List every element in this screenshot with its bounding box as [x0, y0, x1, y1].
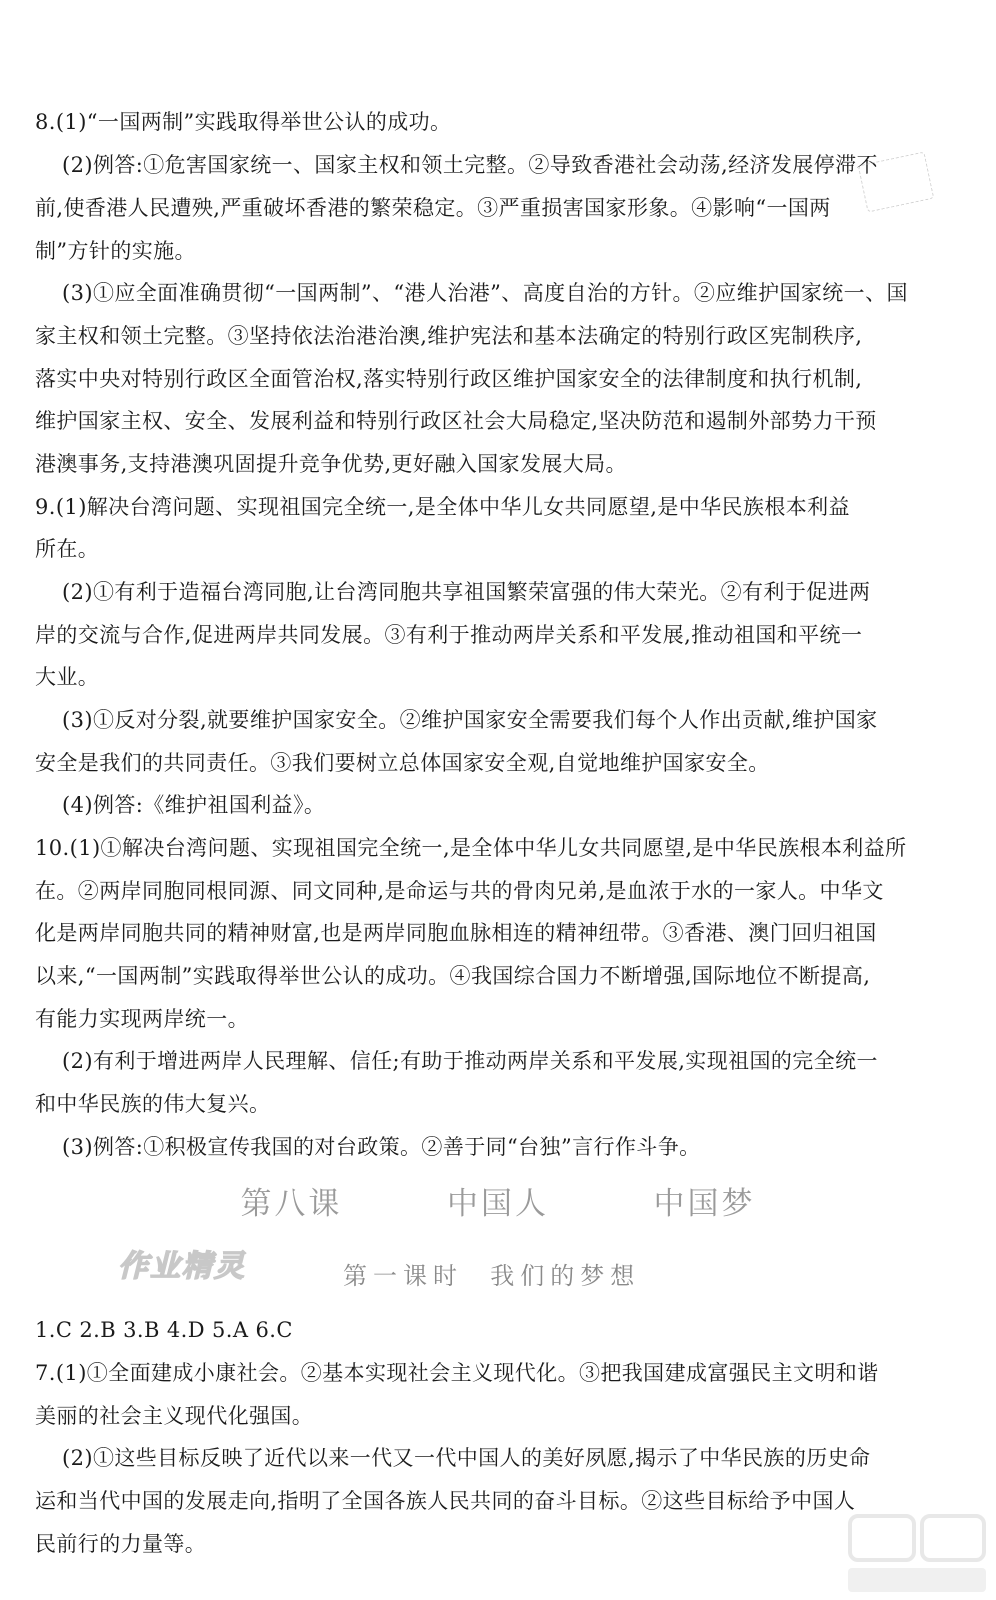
- answer-8-2-line-1: (2)例答:①危害国家统一、国家主权和领土完整。②导致香港社会动荡,经济发展停滞不: [62, 153, 878, 177]
- answer-9-2-line-3: 大业。: [35, 665, 100, 689]
- answer-8-3-line-4: 维护国家主权、安全、发展利益和特别行政区社会大局稳定,坚决防范和遏制外部势力干预: [35, 409, 877, 433]
- answer-7-2-line-2: 运和当代中国的发展走向,指明了全国各族人民共同的奋斗目标。②这些目标给予中国人: [35, 1489, 856, 1513]
- answer-9-3-line-1: (3)①反对分裂,就要维护国家安全。②维护国家安全需要我们每个人作出贡献,维护国家: [62, 708, 878, 732]
- answer-7-2-line-3: 民前行的力量等。: [35, 1532, 207, 1556]
- answer-8-3-line-1: (3)①应全面准确贯彻“一国两制”、“港人治港”、高度自治的方针。②应维护国家统一、国: [62, 281, 908, 305]
- answer-10-1-line-1: 10.(1)①解决台湾问题、实现祖国完全统一,是全体中华儿女共同愿望,是中华民族根本利益所: [35, 836, 907, 860]
- answer-9-1-line-1: 9.(1)解决台湾问题、实现祖国完全统一,是全体中华儿女共同愿望,是中华民族根本利益: [35, 495, 850, 519]
- choice-answers: 1.C 2.B 3.B 4.D 5.A 6.C: [35, 1318, 293, 1342]
- answer-8-1: 8.(1)“一国两制”实践取得举世公认的成功。: [35, 110, 452, 134]
- answer-10-3: (3)例答:①积极宣传我国的对台政策。②善于同“台独”言行作斗争。: [62, 1135, 701, 1159]
- answer-10-2-line-1: (2)有利于增进两岸人民理解、信任;有助于推动两岸关系和平发展,实现祖国的完全统一: [62, 1049, 878, 1073]
- answer-7-2-line-1: (2)①这些目标反映了近代以来一代又一代中国人的美好夙愿,揭示了中华民族的历史命: [62, 1446, 871, 1470]
- answer-8-2-line-2: 前,使香港人民遭殃,严重破坏香港的繁荣稳定。③严重损害国家形象。④影响“一国两: [35, 196, 831, 220]
- answer-9-2-line-1: (2)①有利于造福台湾同胞,让台湾同胞共享祖国繁荣富强的伟大荣光。②有利于促进两: [62, 580, 871, 604]
- answer-7-1-line-2: 美丽的社会主义现代化强国。: [35, 1404, 314, 1428]
- lesson-title: 第一课时 我们的梦想: [343, 1262, 641, 1290]
- answer-9-2-line-2: 岸的交流与合作,促进两岸共同发展。③有利于推动两岸关系和平发展,推动祖国和平统一: [35, 623, 863, 647]
- answer-9-3-line-2: 安全是我们的共同责任。③我们要树立总体国家安全观,自觉地维护国家安全。: [35, 751, 770, 775]
- answer-8-3-line-5: 港澳事务,支持港澳巩固提升竞争优势,更好融入国家发展大局。: [35, 452, 627, 476]
- answer-10-1-line-3: 化是两岸同胞共同的精神财富,也是两岸同胞血脉相连的精神纽带。③香港、澳门回归祖国: [35, 921, 877, 945]
- answer-10-1-line-5: 有能力实现两岸统一。: [35, 1007, 249, 1031]
- answer-10-1-line-2: 在。②两岸同胞同根同源、同文同种,是命运与共的骨肉兄弟,是血浓于水的一家人。中华文: [35, 879, 884, 903]
- watermark-logo: [842, 1510, 992, 1596]
- answer-8-3-line-2: 家主权和领土完整。③坚持依法治港治澳,维护宪法和基本法确定的特别行政区宪制秩序,: [35, 324, 863, 348]
- answer-8-2-line-3: 制”方针的实施。: [35, 239, 196, 263]
- answer-10-1-line-4: 以来,“一国两制”实践取得举世公认的成功。④我国综合国力不断增强,国际地位不断提高,: [35, 964, 871, 988]
- answer-9-4: (4)例答:《维护祖国利益》。: [62, 793, 326, 817]
- answer-10-2-line-2: 和中华民族的伟大复兴。: [35, 1092, 271, 1116]
- answer-7-1-line-1: 7.(1)①全面建成小康社会。②基本实现社会主义现代化。③把我国建成富强民主文明和谐: [35, 1361, 879, 1385]
- answer-9-1-line-2: 所在。: [35, 537, 100, 561]
- zuoye-jingling-badge: 作业精灵: [118, 1249, 246, 1284]
- chapter-title: 第八课 中国人 中国梦: [240, 1186, 756, 1222]
- answer-8-3-line-3: 落实中央对特别行政区全面管治权,落实特别行政区维护国家安全的法律制度和执行机制,: [35, 367, 863, 391]
